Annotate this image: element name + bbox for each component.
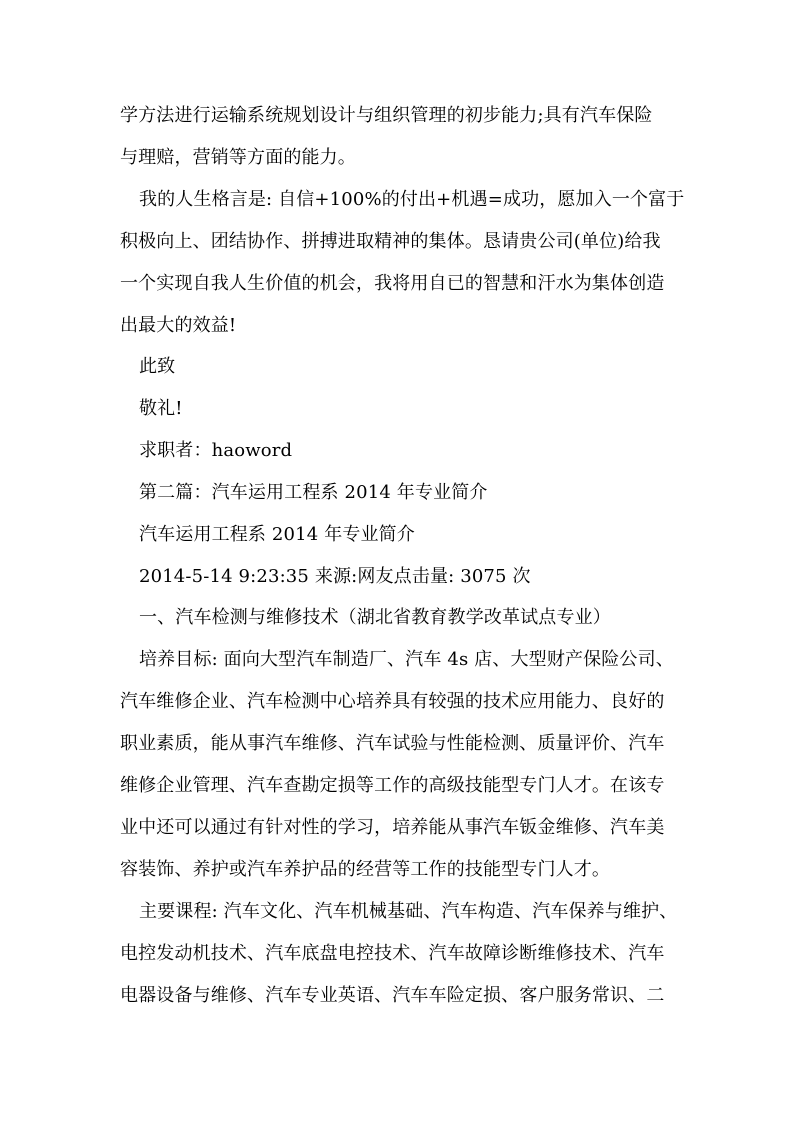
text-line: 职业素质，能从事汽车维修、汽车试验与性能检测、质量评价、汽车	[120, 733, 665, 754]
text-line: 容装饰、养护或汽车养护品的经营等工作的技能型专门人才。	[120, 859, 611, 880]
text-line: 出最大的效益!	[120, 315, 237, 336]
text-line: 学方法进行运输系统规划设计与组织管理的初步能力;具有汽车保险	[120, 105, 653, 126]
subsection-title: 一、汽车检测与维修技术（湖北省教育教学改革试点专业）	[139, 607, 611, 628]
article-title: 汽车运用工程系 2014 年专业简介	[139, 524, 415, 545]
text-line: 一个实现自我人生价值的机会，我将用自已的智慧和汗水为集体创造	[120, 273, 665, 294]
signature-line: 求职者：haoword	[139, 440, 293, 461]
text-line: 主要课程: 汽车文化、汽车机械基础、汽车构造、汽车保养与维护、	[139, 901, 678, 922]
article-meta: 2014-5-14 9:23:35 来源:网友点击量: 3075 次	[139, 566, 531, 587]
text-line: 业中还可以通过有针对性的学习，培养能从事汽车钣金维修、汽车美	[120, 817, 665, 838]
text-line: 我的人生格言是: 自信+100%的付出+机遇=成功，愿加入一个富于	[139, 189, 685, 210]
text-line: 与理赔，营销等方面的能力。	[120, 147, 356, 168]
closing-line: 敬礼!	[139, 398, 183, 419]
text-line: 电器设备与维修、汽车专业英语、汽车车险定损、客户服务常识、二	[120, 985, 665, 1006]
closing-line: 此致	[139, 356, 176, 377]
text-line: 电控发动机技术、汽车底盘电控技术、汽车故障诊断维修技术、汽车	[120, 943, 665, 964]
text-line: 汽车维修企业、汽车检测中心培养具有较强的技术应用能力、良好的	[120, 691, 665, 712]
text-line: 培养目标: 面向大型汽车制造厂、汽车 4s 店、大型财产保险公司、	[139, 649, 674, 670]
text-line: 维修企业管理、汽车查勘定损等工作的高级技能型专门人才。在该专	[120, 775, 665, 796]
section-title: 第二篇：汽车运用工程系 2014 年专业简介	[139, 482, 488, 503]
text-line: 积极向上、团结协作、拼搏进取精神的集体。恳请贵公司(单位)给我	[120, 231, 661, 252]
